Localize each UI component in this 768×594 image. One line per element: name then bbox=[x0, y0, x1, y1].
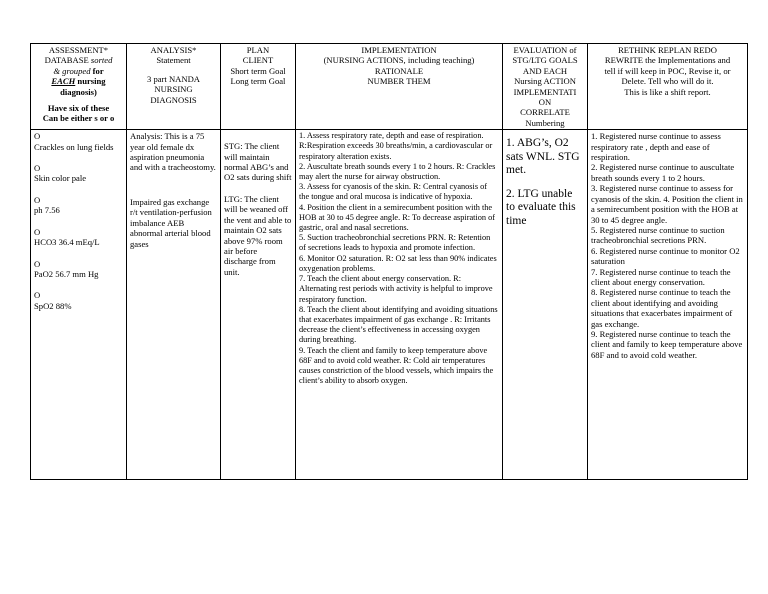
assessment-header-line6: Have six of these bbox=[47, 103, 110, 114]
assessment-item: O bbox=[34, 131, 41, 142]
assessment-header bbox=[31, 44, 127, 130]
rethink-header-line4: Delete. Tell who will do it. bbox=[621, 76, 714, 87]
implementation-header-line2: (NURSING ACTIONS, including teaching) bbox=[323, 55, 475, 66]
evaluation-header-line3: AND EACH bbox=[522, 65, 568, 76]
plan-header-line3: Short term Goal bbox=[230, 65, 286, 76]
rethink-item: 5. Registered nurse continue to suction tracheobronchial secretions PRN. bbox=[591, 224, 725, 246]
header-row bbox=[31, 44, 748, 130]
assessment-item: O bbox=[34, 226, 41, 237]
plan-cell bbox=[221, 130, 296, 480]
assessment-item: Crackles on lung fields bbox=[34, 141, 114, 152]
assessment-header-line2b: sorted bbox=[90, 55, 113, 66]
assessment-header-line7: Can be either s or o bbox=[42, 113, 115, 121]
assessment-header-line5: diagnosis) bbox=[60, 86, 97, 97]
rethink-cell bbox=[588, 130, 748, 480]
implementation-item: 9. Teach the client and family to keep temperature above 68F and to avoid cold weather. R: Cold air temperatures causes constriction of the blood vessels, which impairs the client’s ability to absorb oxygen. bbox=[299, 345, 494, 386]
assessment-header-line3b: for bbox=[90, 65, 104, 76]
rethink-header-line2: REWRITE the Implementations and bbox=[604, 55, 731, 66]
implementation-header-line3: RATIONALE bbox=[374, 65, 424, 76]
assessment-item: O bbox=[34, 194, 41, 205]
implementation-item: 4. Position the client in a semirecumbent position with the HOB at 30 to 45 degree angle. R: To decrease aspiration of gastric, oral and nasal secretions. bbox=[299, 202, 496, 233]
evaluation-header-line5: IMPLEMENTATI bbox=[513, 86, 577, 97]
analysis-header-line1: ANALYSIS* bbox=[150, 45, 197, 55]
implementation-header-line4: NUMBER THEM bbox=[367, 76, 431, 87]
assessment-item: O bbox=[34, 258, 41, 269]
rethink-header-line5: This is like a shift report. bbox=[624, 86, 711, 97]
implementation-item: 8. Teach the client about identifying and avoiding situations that exacerbates impairment of gas exchange . R: Irritants decrease the client’s effectiveness in accessing oxygen during breathing. bbox=[299, 304, 498, 345]
rethink-header-line1: RETHINK REPLAN REDO bbox=[618, 45, 717, 55]
assessment-cell bbox=[31, 130, 127, 480]
rethink-item: 6. Registered nurse continue to monitor O2 saturation bbox=[591, 245, 740, 267]
rethink-item: 3. Registered nurse continue to assess for cyanosis of the skin. 4. Position the client in a semirecumbent position with the HOB at 30 to 45 degree angle. bbox=[591, 183, 743, 225]
evaluation-header-line6: ON bbox=[538, 97, 552, 108]
implementation-item: 5. Suction tracheobronchial secretions PRN. R: Retention of secretions leads to hypoxia and promote infection. bbox=[299, 233, 491, 253]
long-term-goal: LTG: The client will be weaned off the vent and able to maintain O2 sats above 97% room air before discharge from unit. bbox=[224, 193, 292, 277]
evaluation-header-line7: CORRELATE bbox=[520, 107, 570, 118]
evaluation-header-line2: STG/LTG GOALS bbox=[512, 55, 578, 66]
assessment-item: O bbox=[34, 163, 41, 174]
implementation-cell bbox=[296, 130, 503, 480]
analysis-header-line2: Statement bbox=[156, 55, 191, 66]
assessment-item: ph 7.56 bbox=[34, 205, 60, 216]
evaluation-header bbox=[503, 44, 588, 130]
evaluation-header-line8: Numbering bbox=[525, 117, 565, 128]
evaluation-item: 2. LTG unable to evaluate this time bbox=[506, 187, 576, 227]
implementation-item: 3. Assess for cyanosis of the skin. R: Central cyanosis of the tongue and oral mucosa is indicative of hypoxia. bbox=[299, 182, 488, 202]
analysis-header-line4: NURSING bbox=[154, 84, 193, 95]
rethink-item: 8. Registered nurse continue to teach the client about identifying and avoiding situations that exacerbates impairment of gas exchange. bbox=[591, 287, 733, 329]
assessment-header-line4b: nursing bbox=[75, 76, 106, 87]
evaluation-item: 1. ABG’s, O2 sats WNL. STG met. bbox=[506, 137, 580, 177]
assessment-item: SpO2 88% bbox=[34, 300, 72, 311]
assessment-header-line3a: & grouped bbox=[53, 65, 91, 76]
analysis-cell bbox=[127, 130, 221, 480]
assessment-item: Skin color pale bbox=[34, 173, 87, 184]
rethink-item: 1. Registered nurse continue to assess respiratory rate , depth and ease of respiration. bbox=[591, 131, 721, 163]
implementation-header-line1: IMPLEMENTATION bbox=[361, 45, 437, 55]
assessment-item: PaO2 56.7 mm Hg bbox=[34, 268, 99, 279]
assessment-header-line2a: DATABASE bbox=[44, 55, 91, 66]
assessment-item: O bbox=[34, 290, 41, 301]
assessment-header-line4a: EACH bbox=[51, 76, 76, 87]
plan-header-line1: PLAN bbox=[246, 45, 270, 55]
evaluation-header-line1: EVALUATION of bbox=[513, 45, 577, 55]
plan-header bbox=[221, 44, 296, 130]
rethink-header bbox=[588, 44, 748, 130]
implementation-item: 6. Monitor O2 saturation. R: O2 sat less than 90% indicates oxygenation problems. bbox=[299, 253, 497, 273]
rethink-item: 9. Registered nurse continue to teach the client and family to keep temperature above 68F and to avoid cold weather. bbox=[591, 328, 743, 360]
analysis-header bbox=[127, 44, 221, 130]
analysis-header-line5: DIAGNOSIS bbox=[150, 94, 197, 105]
assessment-item: HCO3 36.4 mEq/L bbox=[34, 237, 100, 248]
plan-header-line2: CLIENT bbox=[242, 55, 274, 66]
implementation-item: 1. Assess respiratory rate, depth and ease of respiration. R:Respiration exceeds 30 breaths/min, a cardiovascular or respiratory alteration exists. bbox=[299, 131, 493, 161]
analysis-statement: Analysis: This is a 75 year old female dx aspiration pneumonia and with a tracheostomy. bbox=[130, 131, 216, 173]
short-term-goal: STG: The client will maintain normal ABG’s and O2 sats during shift bbox=[224, 141, 292, 183]
implementation-item: 7. Teach the client about energy conservation. R: Alternating rest periods with activity is helpful to improve respiratory function. bbox=[299, 274, 493, 304]
care-plan-table bbox=[30, 43, 748, 480]
assessment-header-line1: ASSESSMENT* bbox=[48, 45, 109, 55]
implementation-item: 2. Auscultate breath sounds every 1 to 2 hours. R: Crackles may alert the nurse for airway obstruction. bbox=[299, 161, 496, 182]
nursing-diagnosis: Impaired gas exchange r/t ventilation-perfusion imbalance AEB abnormal arterial blood gases bbox=[130, 196, 212, 249]
evaluation-cell bbox=[503, 130, 588, 480]
implementation-header bbox=[296, 44, 503, 130]
rethink-item: 7. Registered nurse continue to teach the client about energy conservation. bbox=[591, 266, 731, 287]
analysis-header-line3: 3 part NANDA bbox=[147, 73, 200, 84]
content-row bbox=[31, 130, 748, 480]
rethink-item: 2. Registered nurse continue to auscultate breath sounds every 1 to 2 hours. bbox=[591, 162, 735, 183]
plan-header-line4: Long term Goal bbox=[230, 76, 286, 87]
evaluation-header-line4: Nursing ACTION bbox=[514, 76, 576, 87]
rethink-header-line3: tell if will keep in POC, Revise it, or bbox=[604, 65, 731, 76]
